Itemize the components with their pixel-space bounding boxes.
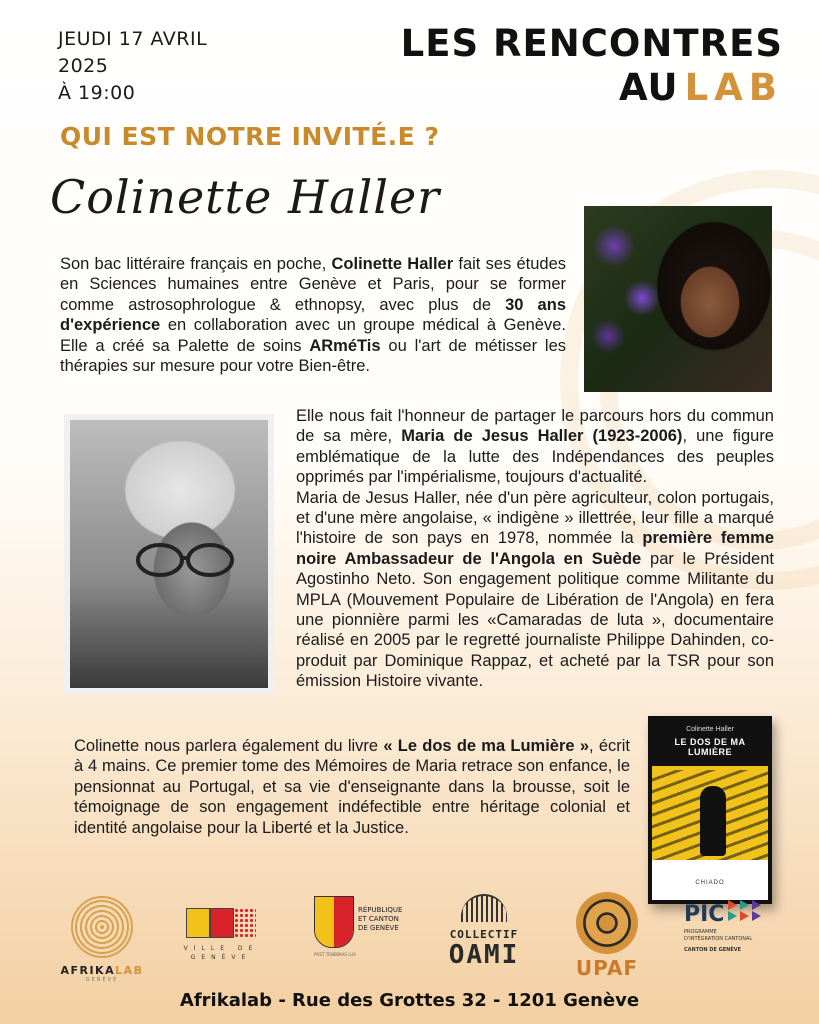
republique-text bbox=[358, 906, 402, 933]
upaf-logo bbox=[566, 892, 648, 980]
bold-run: première femme noire Ambassadeur de l'Angola en Suède bbox=[296, 529, 775, 568]
guest-bio-paragraph bbox=[60, 254, 566, 376]
ville-line1: VILLE DE bbox=[183, 945, 259, 952]
arrow-mark bbox=[740, 911, 749, 921]
title-line2 bbox=[401, 66, 783, 110]
afrikalab-word-a: AFRIKA bbox=[60, 964, 116, 977]
ville-line2: GENÈVE bbox=[190, 954, 252, 961]
event-date bbox=[58, 26, 207, 107]
pic-wordmark: PIC bbox=[684, 902, 725, 927]
bold-run: Colinette Haller bbox=[331, 255, 454, 273]
pic-sub2: D'INTÉGRATION CANTONAL bbox=[684, 936, 753, 942]
text-run: fait ses études en Sciences humaines entre Genève et Paris, pour se former comme astrosophrologue & ethnopsy, avec plus de bbox=[60, 255, 566, 314]
oami-line1: COLLECTIF bbox=[449, 928, 519, 941]
page-title bbox=[401, 22, 783, 110]
pic-sub1: PROGRAMME bbox=[684, 929, 717, 935]
bold-run: ARméTis bbox=[309, 336, 381, 355]
pic-canton: CANTON DE GENÈVE bbox=[684, 947, 742, 953]
afrikalab-logo bbox=[52, 896, 152, 983]
book-cover bbox=[648, 716, 772, 904]
afrikalab-emblem-icon bbox=[71, 896, 133, 958]
afrikalab-word-b: LAB bbox=[115, 964, 144, 977]
republique-row bbox=[314, 896, 424, 948]
upaf-emblem-icon bbox=[576, 892, 638, 954]
mother-portrait-photo bbox=[64, 414, 274, 694]
text-run: ou l'art de métisser les thérapies sur mesure pour votre Bien-être. bbox=[60, 336, 566, 376]
title-au: AU bbox=[619, 66, 679, 109]
book-publisher: CHIADO bbox=[652, 860, 768, 900]
title-lab: LAB bbox=[684, 66, 783, 109]
ville-text bbox=[166, 944, 276, 962]
text-run: par le Président Agostinho Neto. Son engagement politique comme Militante du MPLA (Mouvement Populaire de Libération de l'Angola) en fera une pionnière parmi les «Camaradas de luta », documentaire réalisé en 2005 par le regretté journaliste Philippe Dahinden, co-produit par Dominique Rappaz, et acheté par la TSR pour son émission Histoire vivante. bbox=[296, 549, 774, 691]
shield-half-yellow bbox=[186, 908, 210, 938]
shield-right bbox=[334, 897, 353, 947]
pic-arrows-icon bbox=[728, 900, 763, 921]
date-time: À 19:00 bbox=[58, 82, 136, 104]
pic-logo bbox=[684, 900, 784, 953]
arrow-mark bbox=[728, 911, 737, 921]
book-cover-header bbox=[652, 720, 768, 766]
ville-de-geneve-logo bbox=[166, 908, 276, 962]
arrow-mark bbox=[728, 900, 737, 910]
venue-address: Afrikalab - Rue des Grottes 32 - 1201 Genève bbox=[179, 990, 640, 1011]
glasses-icon bbox=[130, 540, 240, 580]
arrow-mark bbox=[752, 911, 761, 921]
bold-run: Maria de Jesus Haller (1923-2006) bbox=[401, 427, 683, 446]
canton-shield-icon bbox=[314, 896, 354, 948]
date-day: JEUDI 17 AVRIL bbox=[58, 28, 208, 50]
guest-portrait-photo bbox=[584, 206, 772, 392]
text-run: , écrit à 4 mains. Ce premier tome des Mémoires de Maria retrace son enfance, le pensionnat au Portugal, et sa vie d'enseignante dans la brousse, soit le témoignage de son engagement indéfectible entre héritage colonial et identité angolaise pour la Liberté et la Justice. bbox=[74, 737, 630, 837]
book-author: Colinette Haller bbox=[686, 726, 734, 733]
book-paragraph bbox=[74, 736, 630, 838]
republique-canton-logo bbox=[314, 896, 424, 957]
text-run: Colinette nous parlera également du livre bbox=[74, 737, 384, 755]
arrow-mark bbox=[740, 900, 749, 910]
book-title: LE DOS DE MA LUMIÈRE bbox=[674, 737, 746, 757]
upaf-wordmark: UPAF bbox=[575, 956, 639, 980]
collectif-oami-logo bbox=[436, 894, 532, 969]
date-year: 2025 bbox=[58, 55, 109, 77]
mother-story-paragraph bbox=[296, 406, 774, 692]
afrikalab-wordmark bbox=[52, 964, 152, 977]
text-run: Maria de Jesus Haller, née d'un père agriculteur, colon portugais, et d'une mère angolaise, « indigène » illettrée, leur fille a marqué l'histoire de son pays en 1978, nommée la bbox=[296, 488, 774, 548]
text-run: , une figure emblématique de la lutte des Indépendances des peuples opprimés par l'impérialisme, toujours d'actualité. bbox=[296, 427, 774, 487]
guest-question-heading: QUI EST NOTRE INVITÉ.E ? bbox=[60, 122, 440, 151]
shield-half-red bbox=[210, 908, 234, 938]
title-line1: LES RENCONTRES bbox=[400, 22, 783, 65]
book-figure-illustration bbox=[700, 786, 726, 856]
text-run: en collaboration avec un groupe médical à Genève. Elle a créé sa Palette de soins bbox=[60, 316, 566, 355]
geneva-shield-icon bbox=[166, 908, 276, 938]
guest-signature: Colinette Haller bbox=[50, 170, 441, 224]
shield-left bbox=[315, 897, 334, 947]
pic-subtitle bbox=[684, 929, 784, 943]
shield-dots bbox=[234, 908, 256, 938]
rep-line1: RÉPUBLIQUE bbox=[358, 906, 403, 914]
afrikalab-sub: GENÈVE bbox=[85, 977, 119, 983]
arrow-mark bbox=[752, 900, 761, 910]
oami-line2: OAMI bbox=[448, 940, 520, 970]
oami-emblem-icon bbox=[461, 894, 507, 922]
republique-motto: POST TENEBRAS LUX bbox=[314, 952, 356, 957]
bold-run: « Le dos de ma Lumière » bbox=[383, 737, 589, 755]
pic-row bbox=[684, 900, 784, 927]
rep-line2: ET CANTON bbox=[358, 915, 399, 923]
partner-logos bbox=[0, 892, 819, 988]
text-run: Son bac littéraire français en poche, bbox=[60, 255, 332, 273]
text-run: Elle nous fait l'honneur de partager le parcours hors du commun de sa mère, bbox=[296, 407, 774, 446]
bold-run: 30 ans d'expérience bbox=[60, 295, 566, 335]
rep-line3: DE GENÈVE bbox=[358, 924, 399, 932]
